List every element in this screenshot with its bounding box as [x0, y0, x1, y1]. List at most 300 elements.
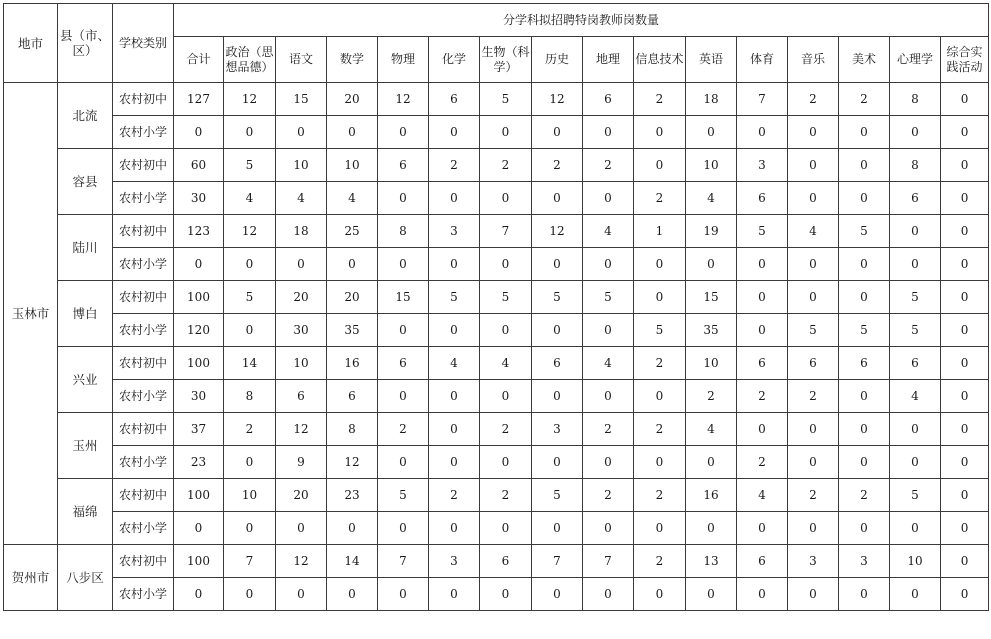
total-cell: 127	[174, 83, 224, 116]
subject-count-cell: 0	[429, 248, 480, 281]
subject-count-cell: 6	[327, 380, 378, 413]
subject-count-cell: 6	[429, 83, 480, 116]
total-cell: 60	[174, 149, 224, 182]
subject-count-cell: 0	[686, 116, 737, 149]
subject-count-cell: 0	[686, 248, 737, 281]
subject-count-cell: 0	[941, 215, 989, 248]
subject-count-cell: 0	[634, 512, 686, 545]
header-subject: 语文	[276, 37, 327, 83]
subject-count-cell: 14	[224, 347, 276, 380]
subject-count-cell: 0	[788, 248, 839, 281]
subject-count-cell: 6	[890, 347, 941, 380]
subject-count-cell: 0	[224, 116, 276, 149]
subject-count-cell: 20	[276, 479, 327, 512]
subject-count-cell: 3	[429, 545, 480, 578]
subject-count-cell: 5	[224, 149, 276, 182]
table-row	[4, 149, 989, 182]
subject-count-cell: 0	[839, 248, 890, 281]
subject-count-cell: 12	[224, 83, 276, 116]
subject-count-cell: 0	[890, 248, 941, 281]
subject-count-cell: 5	[839, 215, 890, 248]
subject-count-cell: 5	[480, 281, 532, 314]
school-type-cell: 农村小学	[113, 314, 174, 347]
subject-count-cell: 0	[839, 281, 890, 314]
subject-count-cell: 0	[378, 446, 429, 479]
subject-count-cell: 2	[429, 479, 480, 512]
header-subject: 生物（科学）	[480, 37, 532, 83]
subject-count-cell: 0	[429, 578, 480, 611]
subject-count-cell: 0	[634, 248, 686, 281]
subject-count-cell: 0	[941, 512, 989, 545]
subject-count-cell: 0	[480, 116, 532, 149]
subject-count-cell: 3	[429, 215, 480, 248]
school-type-cell: 农村初中	[113, 413, 174, 446]
subject-count-cell: 0	[634, 149, 686, 182]
subject-count-cell: 0	[839, 149, 890, 182]
subject-count-cell: 0	[634, 578, 686, 611]
subject-count-cell: 35	[686, 314, 737, 347]
subject-count-cell: 0	[327, 248, 378, 281]
subject-count-cell: 19	[686, 215, 737, 248]
subject-count-cell: 5	[532, 281, 583, 314]
header-subject: 信息技术	[634, 37, 686, 83]
subject-count-cell: 5	[532, 479, 583, 512]
subject-count-cell: 0	[429, 413, 480, 446]
table-row	[4, 116, 989, 149]
total-cell: 0	[174, 116, 224, 149]
subject-count-cell: 18	[276, 215, 327, 248]
subject-count-cell: 2	[583, 413, 634, 446]
school-type-cell: 农村初中	[113, 215, 174, 248]
subject-count-cell: 4	[890, 380, 941, 413]
subject-count-cell: 0	[941, 545, 989, 578]
subject-count-cell: 20	[327, 83, 378, 116]
subject-count-cell: 0	[788, 116, 839, 149]
county-cell: 兴业	[58, 347, 113, 413]
subject-count-cell: 6	[890, 182, 941, 215]
subject-count-cell: 2	[737, 446, 788, 479]
subject-count-cell: 0	[788, 413, 839, 446]
header-subject: 心理学	[890, 37, 941, 83]
subject-count-cell: 0	[378, 314, 429, 347]
county-cell: 八步区	[58, 545, 113, 611]
subject-count-cell: 0	[583, 380, 634, 413]
header-subject: 地理	[583, 37, 634, 83]
subject-count-cell: 2	[583, 479, 634, 512]
county-cell: 博白	[58, 281, 113, 347]
table-row	[4, 413, 989, 446]
subject-count-cell: 2	[224, 413, 276, 446]
subject-count-cell: 0	[890, 578, 941, 611]
subject-count-cell: 4	[224, 182, 276, 215]
subject-count-cell: 7	[737, 83, 788, 116]
subject-count-cell: 10	[327, 149, 378, 182]
table-row	[4, 281, 989, 314]
subject-count-cell: 2	[480, 149, 532, 182]
subject-count-cell: 0	[686, 446, 737, 479]
total-cell: 100	[174, 479, 224, 512]
subject-count-cell: 15	[378, 281, 429, 314]
subject-count-cell: 0	[583, 182, 634, 215]
subject-count-cell: 5	[480, 83, 532, 116]
subject-count-cell: 2	[634, 83, 686, 116]
county-cell: 北流	[58, 83, 113, 149]
subject-count-cell: 2	[378, 413, 429, 446]
subject-count-cell: 0	[583, 578, 634, 611]
subject-count-cell: 2	[480, 479, 532, 512]
header-subject-group: 分学科拟招聘特岗教师岗数量	[174, 4, 989, 37]
subject-count-cell: 6	[737, 545, 788, 578]
subject-count-cell: 0	[788, 446, 839, 479]
subject-count-cell: 8	[327, 413, 378, 446]
total-cell: 23	[174, 446, 224, 479]
subject-count-cell: 0	[224, 446, 276, 479]
header-school-type: 学校类别	[113, 4, 174, 83]
table-row	[4, 248, 989, 281]
subject-count-cell: 4	[480, 347, 532, 380]
subject-count-cell: 7	[224, 545, 276, 578]
subject-count-cell: 3	[839, 545, 890, 578]
subject-count-cell: 0	[788, 578, 839, 611]
subject-count-cell: 0	[941, 149, 989, 182]
subject-count-cell: 3	[532, 413, 583, 446]
subject-count-cell: 2	[634, 413, 686, 446]
subject-count-cell: 4	[788, 215, 839, 248]
header-city: 地市	[4, 4, 58, 83]
subject-count-cell: 6	[737, 347, 788, 380]
table-row	[4, 446, 989, 479]
subject-count-cell: 0	[737, 413, 788, 446]
subject-count-cell: 5	[583, 281, 634, 314]
subject-count-cell: 0	[941, 116, 989, 149]
subject-count-cell: 5	[429, 281, 480, 314]
subject-count-cell: 0	[737, 116, 788, 149]
header-subject: 综合实践活动	[941, 37, 989, 83]
subject-count-cell: 2	[788, 83, 839, 116]
county-cell: 福绵	[58, 479, 113, 545]
subject-count-cell: 6	[276, 380, 327, 413]
subject-count-cell: 0	[941, 182, 989, 215]
table-row	[4, 512, 989, 545]
subject-count-cell: 12	[276, 413, 327, 446]
subject-count-cell: 2	[634, 347, 686, 380]
subject-count-cell: 5	[890, 314, 941, 347]
school-type-cell: 农村初中	[113, 83, 174, 116]
subject-count-cell: 8	[890, 83, 941, 116]
subject-count-cell: 9	[276, 446, 327, 479]
school-type-cell: 农村小学	[113, 248, 174, 281]
subject-count-cell: 4	[327, 182, 378, 215]
subject-count-cell: 0	[276, 116, 327, 149]
table-body	[4, 83, 989, 611]
header-subject: 合计	[174, 37, 224, 83]
subject-count-cell: 3	[737, 149, 788, 182]
subject-count-cell: 4	[737, 479, 788, 512]
subject-count-cell: 13	[686, 545, 737, 578]
subject-count-cell: 0	[839, 116, 890, 149]
total-cell: 100	[174, 347, 224, 380]
subject-count-cell: 0	[327, 512, 378, 545]
total-cell: 100	[174, 281, 224, 314]
subject-count-cell: 0	[737, 578, 788, 611]
subject-count-cell: 0	[941, 446, 989, 479]
subject-count-cell: 0	[429, 182, 480, 215]
subject-count-cell: 0	[276, 512, 327, 545]
subject-count-cell: 0	[839, 446, 890, 479]
subject-count-cell: 0	[480, 512, 532, 545]
subject-count-cell: 2	[634, 182, 686, 215]
subject-count-cell: 0	[941, 347, 989, 380]
subject-count-cell: 14	[327, 545, 378, 578]
subject-count-cell: 6	[378, 347, 429, 380]
subject-count-cell: 0	[788, 149, 839, 182]
subject-count-cell: 2	[839, 479, 890, 512]
subject-count-cell: 0	[839, 578, 890, 611]
subject-count-cell: 1	[634, 215, 686, 248]
subject-count-cell: 0	[941, 578, 989, 611]
subject-count-cell: 0	[839, 413, 890, 446]
subject-count-cell: 2	[634, 479, 686, 512]
subject-count-cell: 0	[532, 182, 583, 215]
subject-count-cell: 0	[634, 116, 686, 149]
subject-count-cell: 0	[583, 446, 634, 479]
subject-count-cell: 0	[378, 578, 429, 611]
subject-count-cell: 0	[429, 314, 480, 347]
school-type-cell: 农村小学	[113, 446, 174, 479]
school-type-cell: 农村小学	[113, 116, 174, 149]
subject-count-cell: 0	[480, 182, 532, 215]
header-subject: 体育	[737, 37, 788, 83]
subject-count-cell: 0	[532, 248, 583, 281]
subject-count-cell: 0	[788, 512, 839, 545]
table-row	[4, 314, 989, 347]
county-cell: 容县	[58, 149, 113, 215]
subject-count-cell: 0	[532, 116, 583, 149]
recruitment-table-sheet	[3, 3, 989, 611]
total-cell: 0	[174, 578, 224, 611]
subject-count-cell: 15	[276, 83, 327, 116]
subject-count-cell: 0	[480, 248, 532, 281]
school-type-cell: 农村初中	[113, 281, 174, 314]
subject-count-cell: 2	[429, 149, 480, 182]
subject-count-cell: 4	[686, 413, 737, 446]
header-subject: 化学	[429, 37, 480, 83]
subject-count-cell: 0	[941, 83, 989, 116]
city-cell: 贺州市	[4, 545, 58, 611]
subject-count-cell: 2	[839, 83, 890, 116]
subject-count-cell: 0	[737, 248, 788, 281]
subject-count-cell: 0	[378, 380, 429, 413]
subject-count-cell: 0	[224, 578, 276, 611]
subject-count-cell: 7	[532, 545, 583, 578]
subject-count-cell: 10	[890, 545, 941, 578]
subject-count-cell: 0	[429, 512, 480, 545]
subject-count-cell: 0	[737, 281, 788, 314]
subject-count-cell: 10	[276, 347, 327, 380]
city-cell: 玉林市	[4, 83, 58, 545]
subject-count-cell: 4	[583, 215, 634, 248]
subject-count-cell: 2	[634, 545, 686, 578]
subject-count-cell: 0	[532, 380, 583, 413]
subject-count-cell: 12	[327, 446, 378, 479]
subject-count-cell: 7	[583, 545, 634, 578]
subject-count-cell: 12	[378, 83, 429, 116]
subject-count-cell: 0	[941, 314, 989, 347]
subject-count-cell: 5	[788, 314, 839, 347]
table-row	[4, 380, 989, 413]
subject-count-cell: 0	[890, 413, 941, 446]
subject-count-cell: 0	[480, 578, 532, 611]
subject-count-cell: 20	[327, 281, 378, 314]
header-subject: 历史	[532, 37, 583, 83]
subject-count-cell: 0	[890, 446, 941, 479]
subject-count-cell: 0	[737, 314, 788, 347]
subject-count-cell: 0	[941, 380, 989, 413]
subject-count-cell: 0	[224, 512, 276, 545]
subject-count-cell: 2	[737, 380, 788, 413]
subject-count-cell: 0	[788, 281, 839, 314]
header-row-1	[4, 4, 989, 37]
county-cell: 玉州	[58, 413, 113, 479]
subject-count-cell: 0	[532, 512, 583, 545]
subject-count-cell: 6	[480, 545, 532, 578]
subject-count-cell: 0	[378, 248, 429, 281]
school-type-cell: 农村初中	[113, 545, 174, 578]
subject-count-cell: 0	[941, 479, 989, 512]
subject-count-cell: 10	[224, 479, 276, 512]
subject-count-cell: 0	[480, 446, 532, 479]
subject-count-cell: 0	[941, 413, 989, 446]
subject-count-cell: 5	[224, 281, 276, 314]
subject-count-cell: 35	[327, 314, 378, 347]
header-subject: 音乐	[788, 37, 839, 83]
subject-count-cell: 16	[327, 347, 378, 380]
total-cell: 120	[174, 314, 224, 347]
subject-count-cell: 30	[276, 314, 327, 347]
subject-count-cell: 8	[378, 215, 429, 248]
subject-count-cell: 6	[788, 347, 839, 380]
subject-count-cell: 8	[890, 149, 941, 182]
subject-count-cell: 0	[583, 116, 634, 149]
subject-count-cell: 0	[839, 182, 890, 215]
subject-count-cell: 12	[532, 215, 583, 248]
subject-count-cell: 3	[788, 545, 839, 578]
subject-count-cell: 0	[224, 314, 276, 347]
subject-count-cell: 5	[890, 281, 941, 314]
total-cell: 100	[174, 545, 224, 578]
subject-count-cell: 4	[429, 347, 480, 380]
subject-count-cell: 0	[378, 512, 429, 545]
subject-count-cell: 2	[480, 413, 532, 446]
subject-count-cell: 0	[890, 116, 941, 149]
subject-count-cell: 2	[583, 149, 634, 182]
subject-count-cell: 0	[276, 248, 327, 281]
subject-count-cell: 5	[737, 215, 788, 248]
subject-count-cell: 0	[378, 116, 429, 149]
subject-count-cell: 6	[737, 182, 788, 215]
subject-count-cell: 0	[634, 446, 686, 479]
school-type-cell: 农村初中	[113, 479, 174, 512]
school-type-cell: 农村初中	[113, 149, 174, 182]
subject-count-cell: 0	[327, 116, 378, 149]
subject-count-cell: 0	[941, 248, 989, 281]
subject-count-cell: 10	[276, 149, 327, 182]
subject-count-cell: 0	[634, 281, 686, 314]
header-county: 县（市、区）	[58, 4, 113, 83]
subject-count-cell: 4	[276, 182, 327, 215]
table-row	[4, 545, 989, 578]
subject-count-cell: 0	[532, 314, 583, 347]
subject-count-cell: 0	[532, 578, 583, 611]
subject-count-cell: 6	[532, 347, 583, 380]
subject-count-cell: 0	[890, 215, 941, 248]
subject-count-cell: 0	[532, 446, 583, 479]
subject-count-cell: 0	[224, 248, 276, 281]
subject-count-cell: 6	[583, 83, 634, 116]
subject-count-cell: 7	[378, 545, 429, 578]
subject-count-cell: 4	[583, 347, 634, 380]
subject-count-cell: 5	[378, 479, 429, 512]
total-cell: 30	[174, 380, 224, 413]
subject-count-cell: 2	[686, 380, 737, 413]
school-type-cell: 农村小学	[113, 182, 174, 215]
subject-count-cell: 0	[276, 578, 327, 611]
header-subject: 物理	[378, 37, 429, 83]
subject-count-cell: 0	[378, 182, 429, 215]
subject-count-cell: 2	[788, 479, 839, 512]
subject-count-cell: 12	[276, 545, 327, 578]
subject-count-cell: 6	[378, 149, 429, 182]
school-type-cell: 农村初中	[113, 347, 174, 380]
total-cell: 37	[174, 413, 224, 446]
table-row	[4, 578, 989, 611]
subject-count-cell: 10	[686, 149, 737, 182]
subject-count-cell: 0	[429, 116, 480, 149]
subject-count-cell: 18	[686, 83, 737, 116]
county-cell: 陆川	[58, 215, 113, 281]
subject-count-cell: 0	[737, 512, 788, 545]
subject-count-cell: 0	[686, 578, 737, 611]
subject-count-cell: 0	[839, 512, 890, 545]
table-row	[4, 347, 989, 380]
subject-count-cell: 5	[634, 314, 686, 347]
subject-count-cell: 0	[686, 512, 737, 545]
subject-count-cell: 0	[480, 380, 532, 413]
recruitment-table	[3, 3, 989, 611]
header-subject: 美术	[839, 37, 890, 83]
subject-count-cell: 6	[839, 347, 890, 380]
total-cell: 30	[174, 182, 224, 215]
subject-count-cell: 8	[224, 380, 276, 413]
subject-count-cell: 10	[686, 347, 737, 380]
subject-count-cell: 0	[839, 380, 890, 413]
school-type-cell: 农村小学	[113, 380, 174, 413]
header-subject: 政治（思想品德）	[224, 37, 276, 83]
total-cell: 0	[174, 248, 224, 281]
subject-count-cell: 2	[532, 149, 583, 182]
subject-count-cell: 12	[532, 83, 583, 116]
subject-count-cell: 20	[276, 281, 327, 314]
school-type-cell: 农村小学	[113, 578, 174, 611]
subject-count-cell: 0	[634, 380, 686, 413]
subject-count-cell: 16	[686, 479, 737, 512]
subject-count-cell: 7	[480, 215, 532, 248]
total-cell: 123	[174, 215, 224, 248]
table-row	[4, 479, 989, 512]
subject-count-cell: 25	[327, 215, 378, 248]
table-row	[4, 182, 989, 215]
subject-count-cell: 5	[839, 314, 890, 347]
